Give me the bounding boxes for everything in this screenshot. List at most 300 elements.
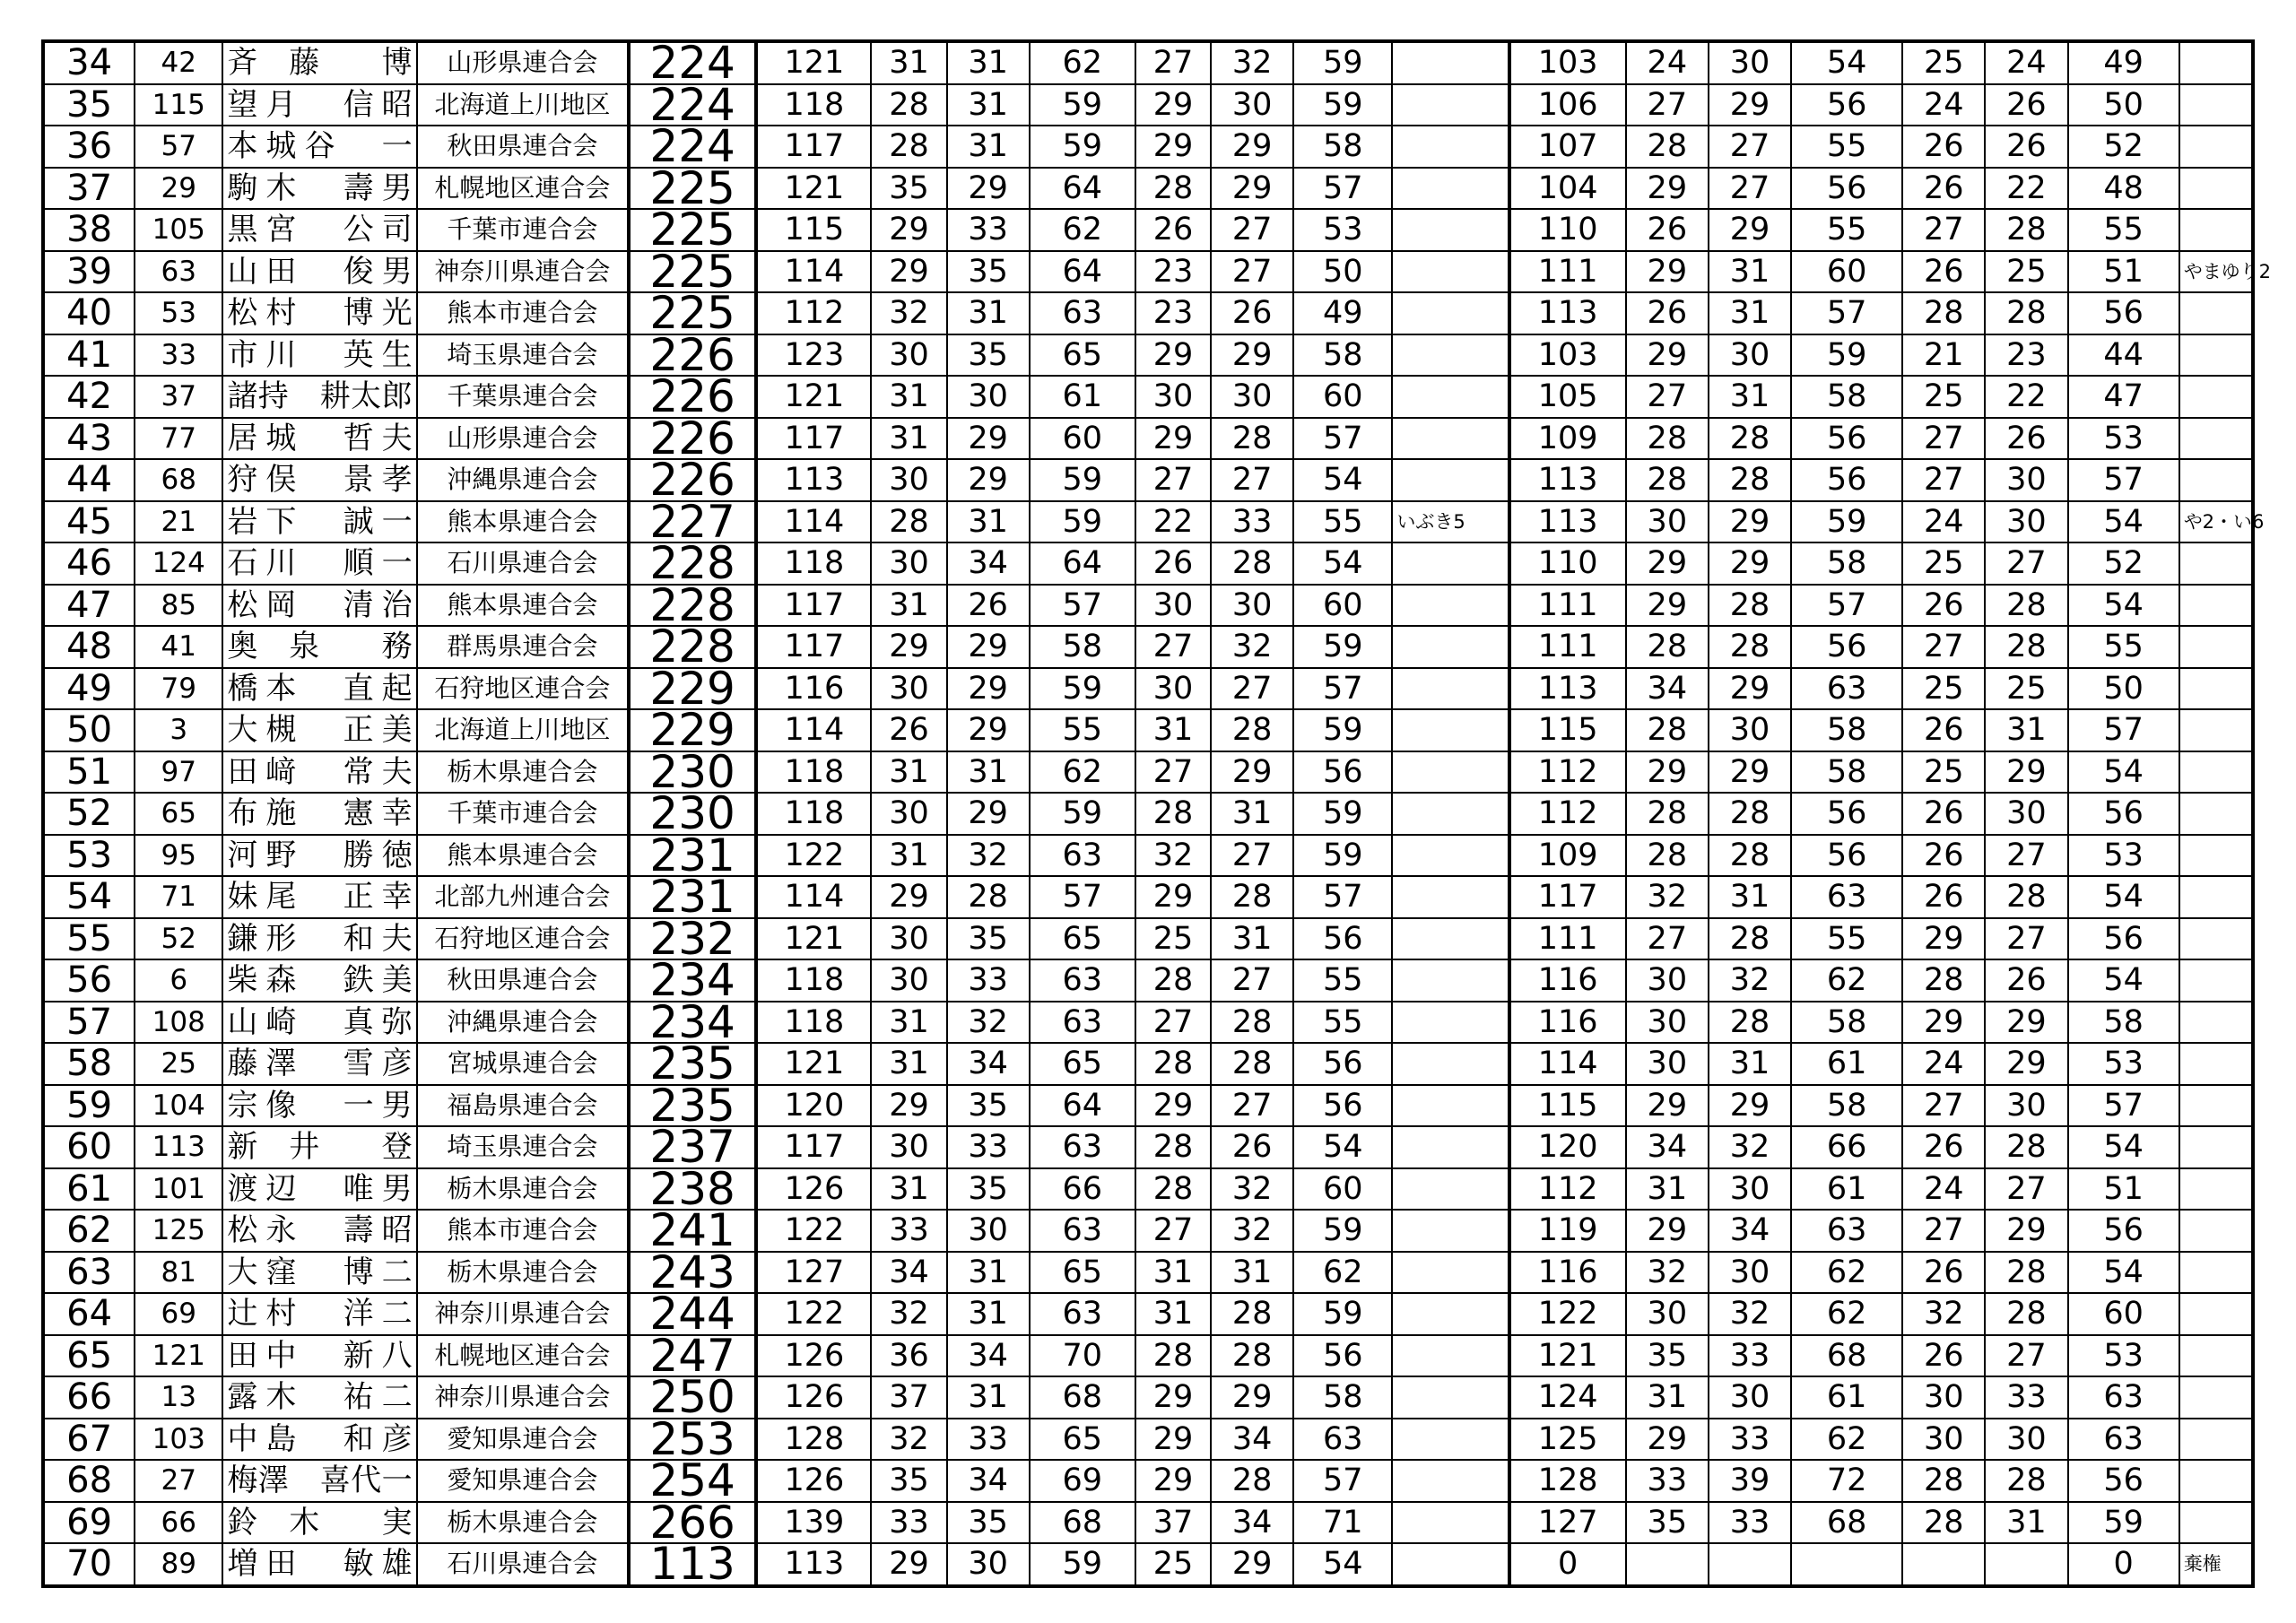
round1-back-cell: 57 <box>1293 418 1392 460</box>
player-number-cell: 52 <box>135 918 222 960</box>
round1-total-cell: 113 <box>756 459 871 501</box>
round2-total-cell: 106 <box>1509 84 1626 126</box>
round1-q1-cell: 31 <box>871 751 946 794</box>
player-number-cell: 97 <box>135 751 222 794</box>
round2-total-cell: 124 <box>1509 1376 1626 1419</box>
rank-cell: 60 <box>43 1126 135 1168</box>
round1-q3-cell: 26 <box>1135 209 1211 251</box>
round1-q1-cell: 30 <box>871 1126 946 1168</box>
round1-q2-cell: 32 <box>947 835 1030 877</box>
round2-q3-cell: 26 <box>1902 126 1985 168</box>
round2-q2-cell: 39 <box>1709 1460 1791 1502</box>
round1-q3-cell: 28 <box>1135 1168 1211 1211</box>
round2-q2-cell: 31 <box>1709 292 1791 334</box>
table-row <box>43 501 2253 543</box>
round2-q2-cell: 30 <box>1709 1168 1791 1211</box>
player-number-cell: 53 <box>135 292 222 334</box>
round2-note-cell <box>2179 1043 2253 1085</box>
round1-back-cell: 71 <box>1293 1502 1392 1544</box>
rank-cell: 55 <box>43 918 135 960</box>
round2-front-cell: 56 <box>1791 793 1902 835</box>
table-row <box>43 626 2253 668</box>
round2-q4-cell: 28 <box>1985 292 2067 334</box>
round2-total-cell: 111 <box>1509 251 1626 293</box>
player-name-cell: 新 井 登 <box>222 1126 416 1168</box>
round2-back-cell: 54 <box>2068 501 2179 543</box>
results-body <box>43 37 2272 1591</box>
round1-q3-cell: 27 <box>1135 1002 1211 1044</box>
round1-front-cell: 63 <box>1030 1293 1135 1335</box>
round2-q4-cell: 22 <box>1985 376 2067 418</box>
round2-note-cell <box>2179 585 2253 627</box>
round1-note-cell <box>1392 1252 1509 1294</box>
round1-front-cell: 59 <box>1030 1543 1135 1586</box>
round2-note-cell <box>2179 709 2253 751</box>
round2-total-cell: 109 <box>1509 835 1626 877</box>
round1-back-cell: 54 <box>1293 1126 1392 1168</box>
round2-q3-cell: 25 <box>1902 376 1985 418</box>
round2-total-cell: 117 <box>1509 876 1626 918</box>
player-name-cell: 渡辺 唯男 <box>222 1168 416 1211</box>
round1-note-cell <box>1392 1126 1509 1168</box>
round2-q4-cell: 26 <box>1985 418 2067 460</box>
round2-q2-cell: 31 <box>1709 876 1791 918</box>
round2-total-cell: 116 <box>1509 1002 1626 1044</box>
round2-back-cell: 60 <box>2068 1293 2179 1335</box>
player-number-cell: 105 <box>135 209 222 251</box>
round2-q3-cell: 25 <box>1902 542 1985 585</box>
round1-q2-cell: 34 <box>947 1460 1030 1502</box>
round2-q3-cell: 25 <box>1902 751 1985 794</box>
round1-q2-cell: 33 <box>947 1126 1030 1168</box>
round2-front-cell: 63 <box>1791 668 1902 710</box>
round2-front-cell: 57 <box>1791 292 1902 334</box>
round1-back-cell: 60 <box>1293 585 1392 627</box>
round2-q1-cell: 29 <box>1626 751 1709 794</box>
round2-q1-cell: 27 <box>1626 376 1709 418</box>
round1-q4-cell: 30 <box>1211 376 1293 418</box>
player-number-cell: 3 <box>135 709 222 751</box>
round1-q4-cell: 28 <box>1211 876 1293 918</box>
total-score-cell: 224 <box>629 84 756 126</box>
player-name-cell: 松岡 清治 <box>222 585 416 627</box>
round2-q3-cell: 28 <box>1902 292 1985 334</box>
round2-back-cell: 52 <box>2068 126 2179 168</box>
round1-back-cell: 54 <box>1293 542 1392 585</box>
round1-total-cell: 126 <box>756 1335 871 1377</box>
player-name-cell: 辻村 洋二 <box>222 1293 416 1335</box>
rank-cell: 45 <box>43 501 135 543</box>
round1-front-cell: 63 <box>1030 292 1135 334</box>
player-name-cell: 宗像 一男 <box>222 1085 416 1127</box>
round1-note-cell <box>1392 418 1509 460</box>
round2-q4-cell: 26 <box>1985 126 2067 168</box>
round1-q2-cell: 35 <box>947 1168 1030 1211</box>
round1-q3-cell: 29 <box>1135 1419 1211 1461</box>
round1-q4-cell: 34 <box>1211 1502 1293 1544</box>
rank-cell: 54 <box>43 876 135 918</box>
player-name-cell: 田中 新八 <box>222 1335 416 1377</box>
round2-q2-cell: 29 <box>1709 1085 1791 1127</box>
rank-cell: 64 <box>43 1293 135 1335</box>
round2-front-cell: 54 <box>1791 41 1902 84</box>
round1-back-cell: 58 <box>1293 334 1392 377</box>
round1-q3-cell: 27 <box>1135 751 1211 794</box>
player-number-cell: 25 <box>135 1043 222 1085</box>
total-score-cell: 226 <box>629 376 756 418</box>
round2-total-cell: 104 <box>1509 168 1626 210</box>
rank-cell: 40 <box>43 292 135 334</box>
round1-note-cell <box>1392 1376 1509 1419</box>
round1-q4-cell: 27 <box>1211 251 1293 293</box>
round1-q1-cell: 36 <box>871 1335 946 1377</box>
total-score-cell: 234 <box>629 1002 756 1044</box>
round1-back-cell: 57 <box>1293 1460 1392 1502</box>
total-score-cell: 225 <box>629 251 756 293</box>
player-name-cell: 斉 藤 博 <box>222 41 416 84</box>
round2-q3-cell: 26 <box>1902 793 1985 835</box>
round2-q3-cell: 27 <box>1902 626 1985 668</box>
round1-back-cell: 56 <box>1293 1043 1392 1085</box>
round2-q4-cell: 27 <box>1985 1335 2067 1377</box>
round2-total-cell: 113 <box>1509 459 1626 501</box>
round1-q3-cell: 30 <box>1135 585 1211 627</box>
round2-note-cell: や2・い6 <box>2179 501 2253 543</box>
round1-note-cell <box>1392 542 1509 585</box>
round1-q3-cell: 29 <box>1135 1460 1211 1502</box>
table-row <box>43 793 2253 835</box>
round2-note-cell: 棄権 <box>2179 1543 2253 1586</box>
round2-q4-cell: 26 <box>1985 959 2067 1002</box>
round2-total-cell: 110 <box>1509 209 1626 251</box>
table-row <box>43 334 2253 377</box>
round1-q3-cell: 37 <box>1135 1502 1211 1544</box>
rank-cell: 67 <box>43 1419 135 1461</box>
round1-back-cell: 55 <box>1293 1002 1392 1044</box>
rank-cell: 52 <box>43 793 135 835</box>
round1-note-cell: いぶき5 <box>1392 501 1509 543</box>
round1-q4-cell: 34 <box>1211 1419 1293 1461</box>
player-name-cell: 露木 祐二 <box>222 1376 416 1419</box>
round1-q4-cell: 26 <box>1211 1126 1293 1168</box>
round1-q1-cell: 28 <box>871 126 946 168</box>
round2-q1-cell: 30 <box>1626 1293 1709 1335</box>
round1-q3-cell: 26 <box>1135 542 1211 585</box>
round2-q3-cell: 24 <box>1902 84 1985 126</box>
round2-front-cell: 61 <box>1791 1168 1902 1211</box>
round1-q1-cell: 28 <box>871 501 946 543</box>
player-number-cell: 103 <box>135 1419 222 1461</box>
round2-q2-cell: 30 <box>1709 334 1791 377</box>
round2-front-cell: 68 <box>1791 1502 1902 1544</box>
total-score-cell: 228 <box>629 585 756 627</box>
round2-total-cell: 120 <box>1509 1126 1626 1168</box>
round1-q4-cell: 32 <box>1211 1210 1293 1252</box>
player-name-cell: 鈴 木 実 <box>222 1502 416 1544</box>
rank-cell: 44 <box>43 459 135 501</box>
round1-front-cell: 65 <box>1030 1419 1135 1461</box>
round2-back-cell: 0 <box>2068 1543 2179 1586</box>
round2-front-cell: 58 <box>1791 751 1902 794</box>
round1-front-cell: 64 <box>1030 1085 1135 1127</box>
round1-q2-cell: 35 <box>947 334 1030 377</box>
table-row <box>43 1085 2253 1127</box>
round1-q3-cell: 28 <box>1135 168 1211 210</box>
round1-back-cell: 55 <box>1293 501 1392 543</box>
table-row <box>43 418 2253 460</box>
round2-total-cell: 119 <box>1509 1210 1626 1252</box>
round2-q2-cell: 28 <box>1709 793 1791 835</box>
round2-front-cell: 72 <box>1791 1460 1902 1502</box>
round1-note-cell <box>1392 1210 1509 1252</box>
round1-back-cell: 59 <box>1293 793 1392 835</box>
round2-total-cell: 115 <box>1509 1085 1626 1127</box>
round2-total-cell: 0 <box>1509 1543 1626 1586</box>
round2-note-cell <box>2179 668 2253 710</box>
round1-note-cell <box>1392 168 1509 210</box>
round1-front-cell: 66 <box>1030 1168 1135 1211</box>
round1-back-cell: 59 <box>1293 626 1392 668</box>
table-row <box>43 668 2253 710</box>
round2-back-cell: 54 <box>2068 1252 2179 1294</box>
total-score-cell: 230 <box>629 751 756 794</box>
table-row <box>43 251 2253 293</box>
player-number-cell: 101 <box>135 1168 222 1211</box>
club-cell: 熊本県連合会 <box>417 835 629 877</box>
round2-back-cell: 53 <box>2068 418 2179 460</box>
round2-q3-cell: 24 <box>1902 1043 1985 1085</box>
round1-front-cell: 65 <box>1030 334 1135 377</box>
round1-q3-cell: 28 <box>1135 959 1211 1002</box>
round1-q1-cell: 29 <box>871 251 946 293</box>
player-name-cell: 松村 博光 <box>222 292 416 334</box>
round2-q1-cell: 28 <box>1626 793 1709 835</box>
round1-front-cell: 59 <box>1030 793 1135 835</box>
round1-total-cell: 114 <box>756 251 871 293</box>
round2-note-cell <box>2179 1376 2253 1419</box>
player-name-cell: 狩俣 景孝 <box>222 459 416 501</box>
round2-q1-cell: 30 <box>1626 959 1709 1002</box>
rank-cell: 53 <box>43 835 135 877</box>
player-number-cell: 121 <box>135 1335 222 1377</box>
round2-back-cell: 53 <box>2068 1043 2179 1085</box>
round2-q1-cell: 31 <box>1626 1168 1709 1211</box>
round1-front-cell: 65 <box>1030 1043 1135 1085</box>
round1-q2-cell: 31 <box>947 1252 1030 1294</box>
player-number-cell: 79 <box>135 668 222 710</box>
rank-cell: 39 <box>43 251 135 293</box>
round1-total-cell: 139 <box>756 1502 871 1544</box>
round2-total-cell: 103 <box>1509 334 1626 377</box>
round2-total-cell: 109 <box>1509 418 1626 460</box>
round2-front-cell: 57 <box>1791 585 1902 627</box>
rank-cell: 47 <box>43 585 135 627</box>
club-cell: 栃木県連合会 <box>417 1502 629 1544</box>
round1-note-cell <box>1392 668 1509 710</box>
round1-back-cell: 59 <box>1293 1210 1392 1252</box>
round2-note-cell <box>2179 459 2253 501</box>
round2-q2-cell: 32 <box>1709 959 1791 1002</box>
player-name-cell: 市川 英生 <box>222 334 416 377</box>
table-row <box>43 41 2253 84</box>
round1-total-cell: 121 <box>756 376 871 418</box>
total-score-cell: 237 <box>629 1126 756 1168</box>
round2-q4-cell: 28 <box>1985 1460 2067 1502</box>
round1-q3-cell: 27 <box>1135 459 1211 501</box>
round1-q3-cell: 27 <box>1135 626 1211 668</box>
round2-total-cell: 107 <box>1509 126 1626 168</box>
round1-back-cell: 56 <box>1293 751 1392 794</box>
round2-q1-cell: 35 <box>1626 1502 1709 1544</box>
round2-q3-cell: 30 <box>1902 1419 1985 1461</box>
player-name-cell: 橋本 直起 <box>222 668 416 710</box>
round2-front-cell: 68 <box>1791 1335 1902 1377</box>
round2-q2-cell: 30 <box>1709 709 1791 751</box>
round1-q2-cell: 29 <box>947 168 1030 210</box>
round2-back-cell: 56 <box>2068 292 2179 334</box>
club-cell: 沖縄県連合会 <box>417 1002 629 1044</box>
player-number-cell: 104 <box>135 1085 222 1127</box>
round2-q4-cell: 30 <box>1985 1085 2067 1127</box>
player-number-cell: 21 <box>135 501 222 543</box>
round1-q3-cell: 29 <box>1135 418 1211 460</box>
total-score-cell: 266 <box>629 1502 756 1544</box>
round2-note-cell <box>2179 334 2253 377</box>
round2-q3-cell: 26 <box>1902 251 1985 293</box>
round2-q3-cell: 29 <box>1902 1002 1985 1044</box>
total-score-cell: 229 <box>629 668 756 710</box>
round1-total-cell: 128 <box>756 1419 871 1461</box>
round2-back-cell: 56 <box>2068 793 2179 835</box>
round2-q1-cell: 29 <box>1626 334 1709 377</box>
round2-note-cell <box>2179 1460 2253 1502</box>
round2-q2-cell: 28 <box>1709 626 1791 668</box>
round1-front-cell: 57 <box>1030 876 1135 918</box>
round2-q4-cell: 27 <box>1985 1168 2067 1211</box>
player-name-cell: 鎌形 和夫 <box>222 918 416 960</box>
round2-q3-cell: 28 <box>1902 1460 1985 1502</box>
round1-q2-cell: 29 <box>947 418 1030 460</box>
round1-total-cell: 118 <box>756 793 871 835</box>
round1-q3-cell: 27 <box>1135 1210 1211 1252</box>
total-score-cell: 230 <box>629 793 756 835</box>
round1-q2-cell: 31 <box>947 1376 1030 1419</box>
player-number-cell: 113 <box>135 1126 222 1168</box>
round2-back-cell: 59 <box>2068 1502 2179 1544</box>
player-number-cell: 6 <box>135 959 222 1002</box>
rank-cell: 46 <box>43 542 135 585</box>
player-name-cell: 山田 俊男 <box>222 251 416 293</box>
round2-q2-cell: 29 <box>1709 751 1791 794</box>
round2-q4-cell: 29 <box>1985 751 2067 794</box>
club-cell: 石川県連合会 <box>417 1543 629 1586</box>
round1-note-cell <box>1392 251 1509 293</box>
round2-q3-cell: 25 <box>1902 41 1985 84</box>
rank-cell: 59 <box>43 1085 135 1127</box>
round2-back-cell: 54 <box>2068 751 2179 794</box>
total-score-cell: 243 <box>629 1252 756 1294</box>
table-row <box>43 84 2253 126</box>
player-number-cell: 124 <box>135 542 222 585</box>
round2-q4-cell: 26 <box>1985 84 2067 126</box>
round1-q1-cell: 31 <box>871 41 946 84</box>
player-number-cell: 66 <box>135 1502 222 1544</box>
round2-q3-cell: 26 <box>1902 1335 1985 1377</box>
club-cell: 秋田県連合会 <box>417 959 629 1002</box>
round1-note-cell <box>1392 292 1509 334</box>
round1-q3-cell: 22 <box>1135 501 1211 543</box>
round1-note-cell <box>1392 84 1509 126</box>
rank-cell: 61 <box>43 1168 135 1211</box>
round1-front-cell: 63 <box>1030 1126 1135 1168</box>
round1-total-cell: 126 <box>756 1168 871 1211</box>
round2-q3-cell: 27 <box>1902 459 1985 501</box>
club-cell: 石川県連合会 <box>417 542 629 585</box>
round2-back-cell: 53 <box>2068 1335 2179 1377</box>
player-name-cell: 柴森 鉄美 <box>222 959 416 1002</box>
round1-total-cell: 117 <box>756 1126 871 1168</box>
round2-front-cell: 62 <box>1791 1293 1902 1335</box>
round2-q1-cell: 26 <box>1626 209 1709 251</box>
round1-note-cell <box>1392 751 1509 794</box>
round2-q3-cell: 26 <box>1902 168 1985 210</box>
round2-front-cell: 59 <box>1791 334 1902 377</box>
round1-note-cell <box>1392 1043 1509 1085</box>
round1-q2-cell: 29 <box>947 626 1030 668</box>
round1-q4-cell: 29 <box>1211 751 1293 794</box>
round1-q2-cell: 29 <box>947 793 1030 835</box>
round2-q2-cell: 28 <box>1709 459 1791 501</box>
round2-front-cell: 56 <box>1791 626 1902 668</box>
round2-q2-cell <box>1709 1543 1791 1586</box>
round2-q2-cell: 32 <box>1709 1293 1791 1335</box>
club-cell: 群馬県連合会 <box>417 626 629 668</box>
round2-note-cell <box>2179 168 2253 210</box>
round1-front-cell: 63 <box>1030 1002 1135 1044</box>
table-row <box>43 168 2253 210</box>
round1-q4-cell: 32 <box>1211 1168 1293 1211</box>
player-number-cell: 108 <box>135 1002 222 1044</box>
round1-note-cell <box>1392 626 1509 668</box>
round2-note-cell <box>2179 126 2253 168</box>
round2-q1-cell: 27 <box>1626 918 1709 960</box>
round2-total-cell: 103 <box>1509 41 1626 84</box>
round1-back-cell: 59 <box>1293 84 1392 126</box>
round1-q3-cell: 25 <box>1135 918 1211 960</box>
round1-q4-cell: 29 <box>1211 334 1293 377</box>
club-cell: 神奈川県連合会 <box>417 251 629 293</box>
round1-back-cell: 54 <box>1293 1543 1392 1586</box>
rank-cell: 57 <box>43 1002 135 1044</box>
round2-q4-cell: 29 <box>1985 1210 2067 1252</box>
round1-q2-cell: 31 <box>947 41 1030 84</box>
club-cell: 山形県連合会 <box>417 418 629 460</box>
round2-total-cell: 128 <box>1509 1460 1626 1502</box>
round1-back-cell: 63 <box>1293 1419 1392 1461</box>
round1-q1-cell: 31 <box>871 585 946 627</box>
round1-total-cell: 115 <box>756 209 871 251</box>
total-score-cell: 226 <box>629 418 756 460</box>
player-name-cell: 増田 敏雄 <box>222 1543 416 1586</box>
round1-front-cell: 62 <box>1030 209 1135 251</box>
round2-q1-cell: 27 <box>1626 84 1709 126</box>
round2-total-cell: 113 <box>1509 292 1626 334</box>
total-score-cell: 235 <box>629 1043 756 1085</box>
table-row <box>43 959 2253 1002</box>
round1-back-cell: 56 <box>1293 1085 1392 1127</box>
round2-front-cell: 56 <box>1791 84 1902 126</box>
round2-q3-cell: 24 <box>1902 501 1985 543</box>
